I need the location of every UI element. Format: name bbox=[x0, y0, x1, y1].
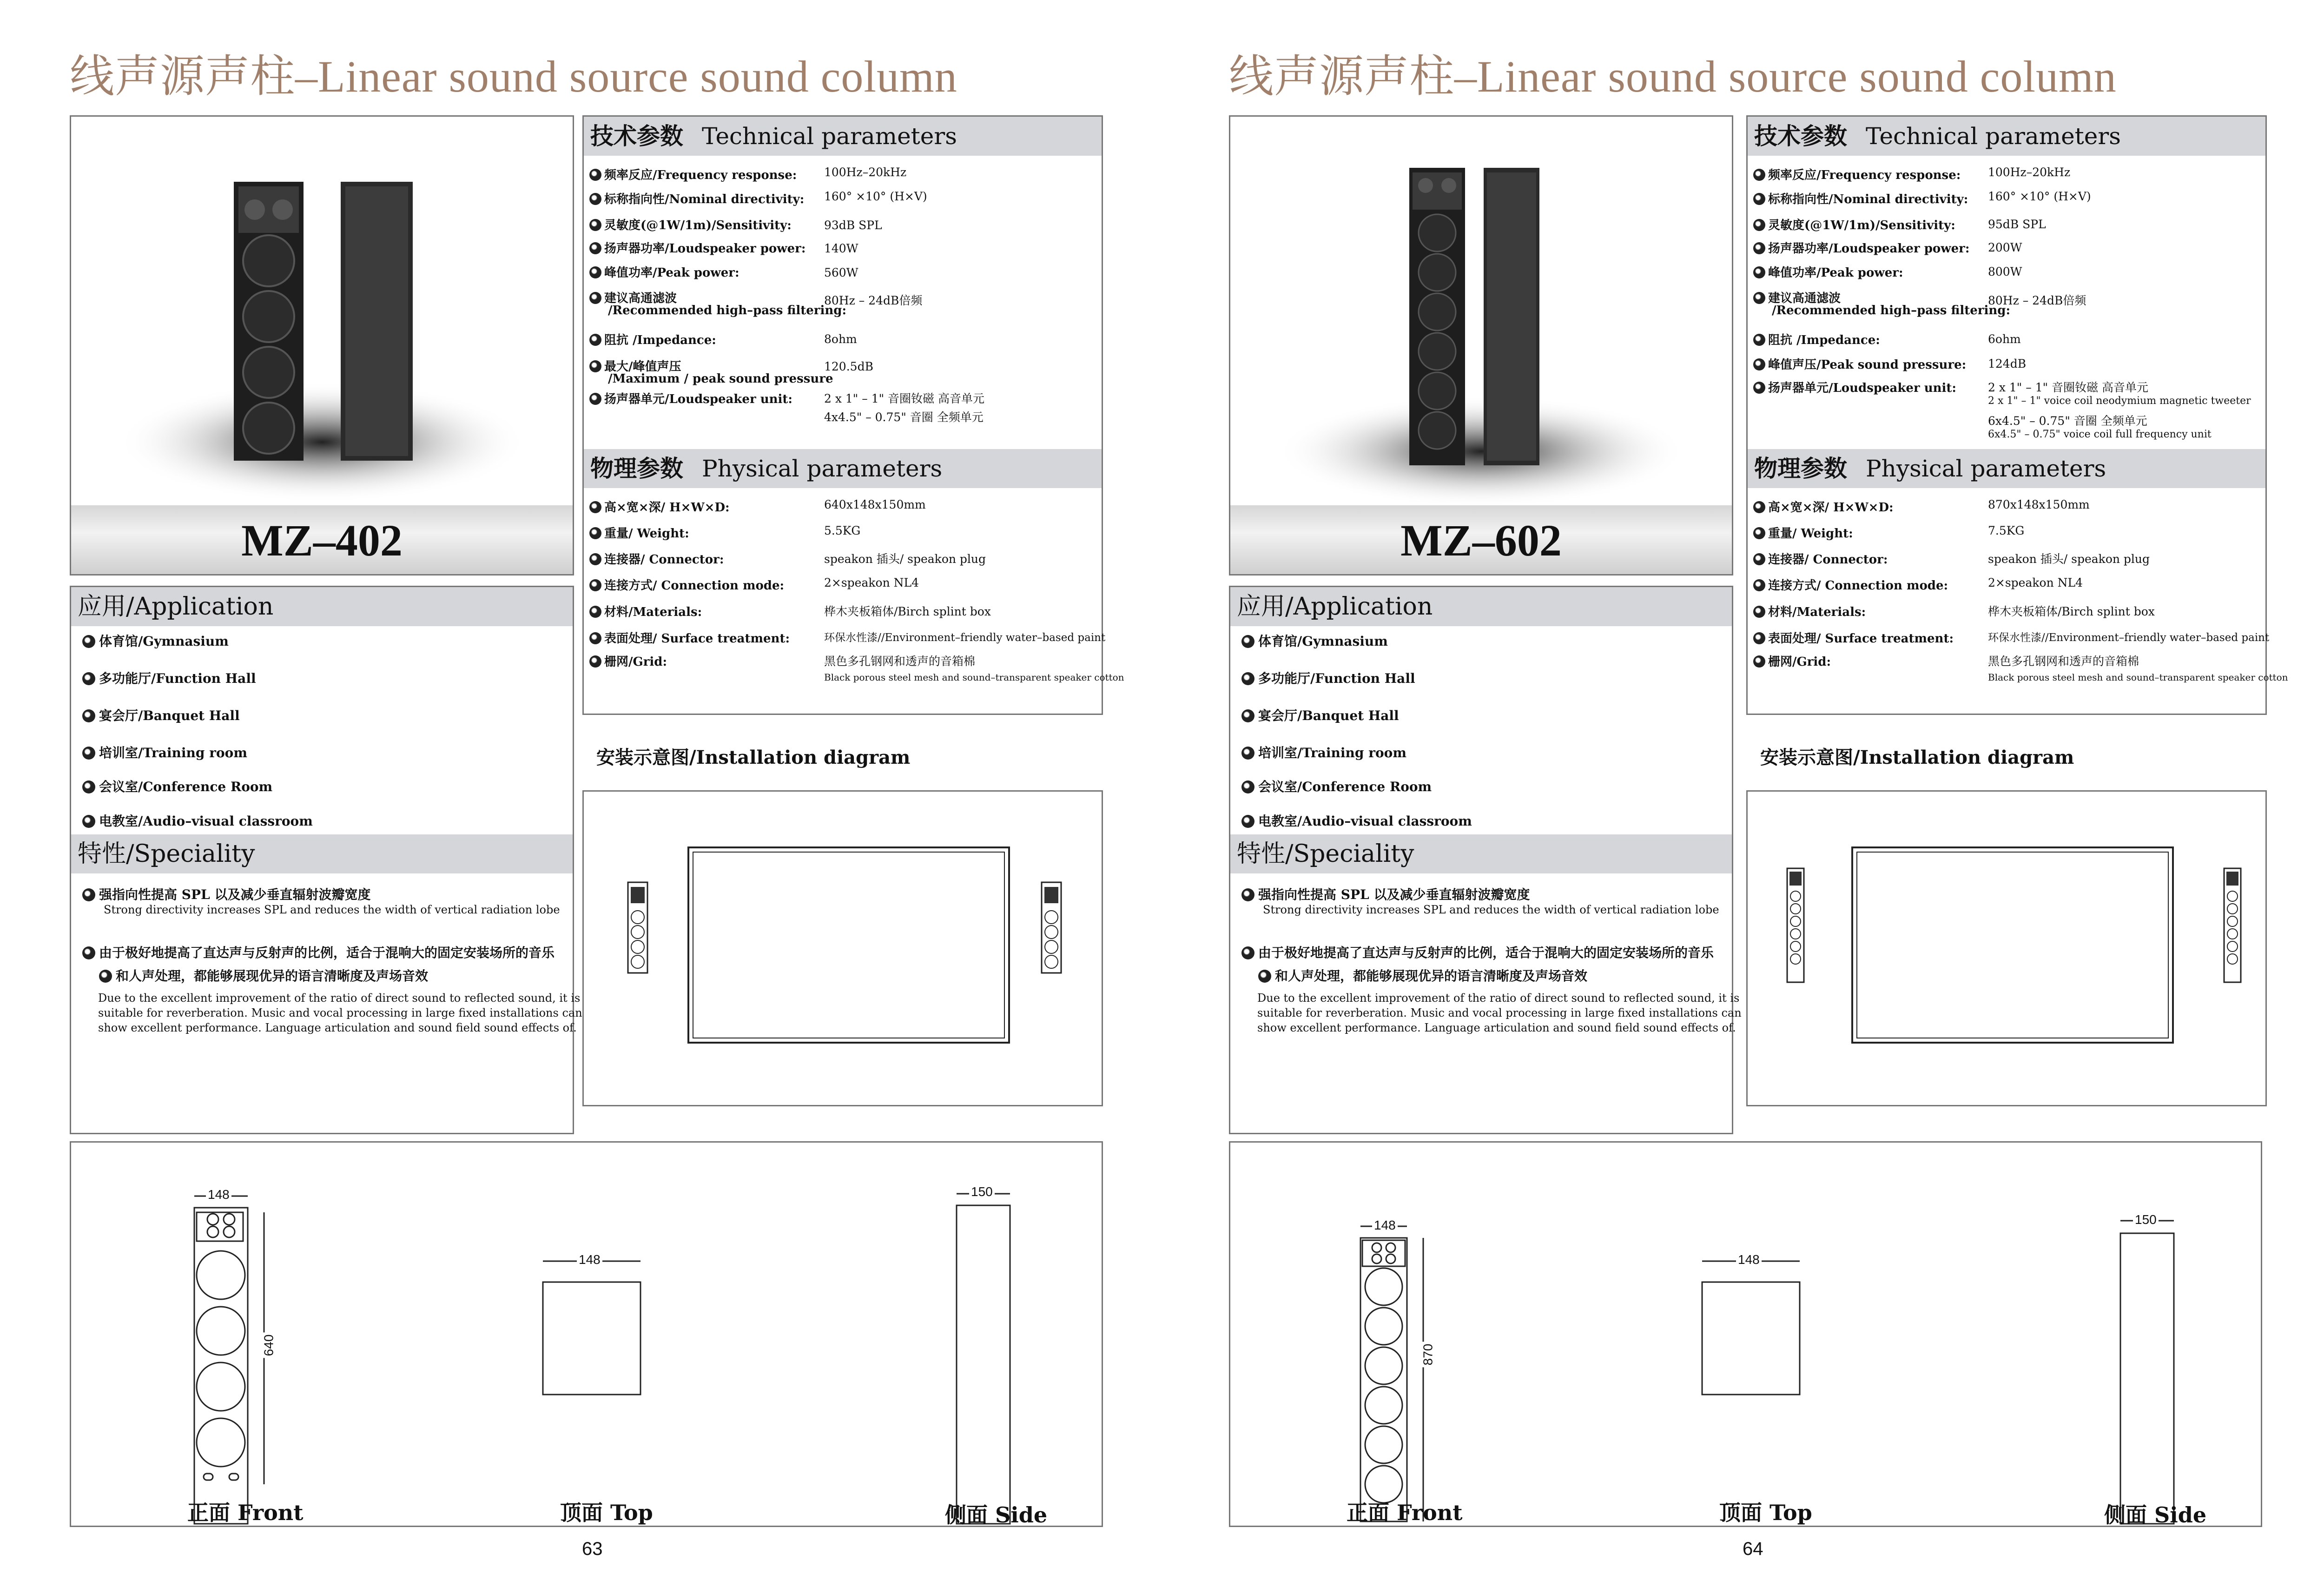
speciality-2-cn2: 和人声处理，都能够展现优异的语言清晰度及声场音效 bbox=[99, 966, 428, 985]
tech-value: 100Hz–20kHz bbox=[1988, 165, 2071, 179]
phys-label: 连接方式/ Connection mode: bbox=[1753, 576, 1948, 593]
label-side: 侧面 Side bbox=[945, 1502, 1048, 1527]
phys-value: Black porous steel mesh and sound–transparent speaker cotton bbox=[1988, 672, 2288, 683]
speciality-2-en: show excellent performance. Language articulation and sound field sound effects of. bbox=[98, 1021, 577, 1034]
phys-value: 5.5KG bbox=[824, 524, 861, 537]
label-front: 正面 Front bbox=[187, 1500, 304, 1525]
phys-value: 黑色多孔钢网和透声的音箱棉 bbox=[824, 655, 976, 668]
application-panel bbox=[70, 586, 582, 1134]
label-top: 顶面 Top bbox=[560, 1500, 653, 1525]
tech-label-en: /Recommended high–pass filtering: bbox=[1772, 304, 2011, 317]
tech-value: 6x4.5" – 0.75" voice coil full frequency unit bbox=[1988, 429, 2212, 440]
speciality-2-en: Due to the excellent improvement of the ratio of direct sound to reflected sound, it is bbox=[1257, 992, 1740, 1005]
installation-label: 安装示意图/Installation diagram bbox=[596, 747, 911, 768]
phys-header-en: Physical parameters bbox=[702, 455, 943, 482]
tech-value: 100Hz–20kHz bbox=[824, 165, 907, 179]
tech-label: 阻抗 /Impedance: bbox=[1753, 331, 1880, 348]
tech-value: 4x4.5" – 0.75" 音圈 全频单元 bbox=[824, 410, 984, 424]
tech-header-en: Technical parameters bbox=[1866, 123, 2121, 150]
tech-label: 标称指向性/Nominal directivity: bbox=[1753, 190, 1968, 207]
tech-value: 160° ×10° (H×V) bbox=[1988, 190, 2091, 203]
application-item: 培训室/Training room bbox=[82, 743, 247, 761]
speciality-2-en: suitable for reverberation. Music and vocal processing in large fixed installations can bbox=[98, 1006, 582, 1019]
tech-label: 峰值功率/Peak power: bbox=[589, 263, 739, 280]
dim-front-height: 870 bbox=[1420, 1342, 1435, 1368]
tech-label: 峰值功率/Peak power: bbox=[1753, 263, 1903, 280]
dim-side-width: 150 bbox=[2133, 1212, 2159, 1227]
tech-label-en: /Maximum / peak sound pressure bbox=[608, 372, 833, 386]
tech-label: 建议高通滤波 bbox=[589, 289, 677, 306]
page-64 bbox=[1164, 0, 2324, 1587]
phys-header-cn: 物理参数 bbox=[590, 455, 683, 482]
tech-label: 频率反应/Frequency response: bbox=[589, 165, 797, 183]
tech-label: 峰值声压/Peak sound pressure: bbox=[1753, 355, 1966, 372]
tech-value: 200W bbox=[1988, 241, 2022, 254]
tech-label: 扬声器功率/Loudspeaker power: bbox=[1753, 239, 1969, 256]
phys-label: 连接方式/ Connection mode: bbox=[589, 576, 784, 593]
page-title: 线声源声柱–Linear sound source sound column bbox=[1229, 52, 2117, 101]
tech-label: 标称指向性/Nominal directivity: bbox=[589, 190, 804, 207]
application-item: 会议室/Conference Room bbox=[1241, 777, 1432, 795]
tech-value: 560W bbox=[824, 266, 858, 279]
tech-value: 6ohm bbox=[1988, 332, 2021, 346]
tech-value: 160° ×10° (H×V) bbox=[824, 190, 927, 203]
phys-label: 材料/Materials: bbox=[1753, 602, 1866, 620]
tech-value: 2 x 1" – 1" 音圈钕磁 高音单元 bbox=[1988, 381, 2148, 394]
application-item: 会议室/Conference Room bbox=[82, 777, 272, 795]
product-photo-panel bbox=[1229, 115, 1733, 575]
installation-drawing bbox=[1748, 792, 2265, 1105]
tech-value: 120.5dB bbox=[824, 360, 873, 373]
tech-label: 阻抗 /Impedance: bbox=[589, 331, 716, 348]
phys-value: Black porous steel mesh and sound–transparent speaker cotton bbox=[824, 672, 1124, 683]
tech-value: 93dB SPL bbox=[824, 218, 882, 232]
phys-value: 环保水性漆//Environment–friendly water–based paint bbox=[824, 632, 1106, 644]
tech-value: 8ohm bbox=[824, 332, 857, 346]
installation-label: 安装示意图/Installation diagram bbox=[1760, 747, 2074, 768]
phys-value: 640x148x150mm bbox=[824, 498, 926, 511]
tech-value: 80Hz – 24dB倍频 bbox=[1988, 294, 2086, 307]
application-item: 多功能厅/Function Hall bbox=[1241, 668, 1415, 687]
speciality-header: 特性/Speciality bbox=[1230, 834, 1732, 873]
phys-value: 2×speakon NL4 bbox=[824, 576, 919, 589]
product-photo-panel bbox=[70, 115, 574, 575]
phys-value: 2×speakon NL4 bbox=[1988, 576, 2083, 589]
tech-value: 2 x 1" – 1" voice coil neodymium magnetic tweeter bbox=[1988, 395, 2251, 407]
label-side: 侧面 Side bbox=[2104, 1502, 2207, 1527]
dim-side-width: 150 bbox=[969, 1184, 995, 1199]
tech-panel bbox=[582, 115, 1124, 715]
dim-top-width: 148 bbox=[577, 1252, 602, 1267]
phys-header bbox=[584, 449, 1102, 488]
tech-header-cn: 技术参数 bbox=[1754, 122, 1847, 150]
label-top: 顶面 Top bbox=[1719, 1500, 1812, 1525]
phys-label: 表面处理/ Surface treatment: bbox=[1753, 629, 1954, 646]
tech-label: 扬声器功率/Loudspeaker power: bbox=[589, 239, 805, 256]
phys-label: 重量/ Weight: bbox=[589, 524, 689, 541]
tech-panel bbox=[1746, 115, 2288, 715]
tech-value: 6x4.5" – 0.75" 音圈 全频单元 bbox=[1988, 414, 2147, 428]
tech-label: 频率反应/Frequency response: bbox=[1753, 165, 1961, 183]
speciality-2-cn: 由于极好地提高了直达声与反射声的比例，适合于混响大的固定安装场所的音乐 bbox=[1241, 943, 1714, 961]
label-front: 正面 Front bbox=[1347, 1500, 1463, 1525]
installation-diagram bbox=[1746, 790, 2267, 1106]
application-item: 电教室/Audio–visual classroom bbox=[82, 811, 313, 830]
phys-value: 7.5KG bbox=[1988, 524, 2025, 537]
tech-label: 扬声器单元/Loudspeaker unit: bbox=[589, 390, 792, 407]
speciality-2-en: Due to the excellent improvement of the ratio of direct sound to reflected sound, it is bbox=[98, 992, 581, 1005]
application-header: 应用/Application bbox=[71, 587, 573, 626]
application-item: 多功能厅/Function Hall bbox=[82, 668, 256, 687]
page-number: 64 bbox=[1743, 1539, 1763, 1559]
phys-header-cn: 物理参数 bbox=[1754, 455, 1847, 482]
tech-value: 800W bbox=[1988, 265, 2022, 278]
phys-value: speakon 插头/ speakon plug bbox=[824, 552, 986, 566]
tech-header-en: Technical parameters bbox=[702, 123, 957, 150]
phys-value: 桦木夹板箱体/Birch splint box bbox=[1988, 605, 2155, 618]
phys-value: speakon 插头/ speakon plug bbox=[1988, 552, 2150, 566]
application-panel bbox=[1229, 586, 1742, 1134]
phys-label: 高×宽×深/ H×W×D: bbox=[1753, 498, 1894, 515]
phys-label: 栅网/Grid: bbox=[1753, 652, 1831, 669]
phys-label: 连接器/ Connector: bbox=[589, 550, 724, 567]
model-name: MZ–402 bbox=[241, 516, 403, 565]
phys-value: 环保水性漆//Environment–friendly water–based paint bbox=[1988, 632, 2270, 644]
dim-front-width: 148 bbox=[206, 1187, 231, 1202]
tech-header bbox=[584, 117, 1102, 156]
speciality-2-en: show excellent performance. Language articulation and sound field sound effects of. bbox=[1257, 1021, 1736, 1034]
dim-front-width: 148 bbox=[1372, 1218, 1398, 1233]
installation-drawing bbox=[584, 792, 1102, 1105]
application-item: 电教室/Audio–visual classroom bbox=[1241, 811, 1472, 830]
application-item: 宴会厅/Banquet Hall bbox=[82, 706, 240, 724]
speciality-1-cn: 强指向性提高 SPL 以及减少垂直辐射波瓣宽度 bbox=[1241, 885, 1530, 903]
speaker-photo bbox=[71, 117, 573, 507]
page-number: 63 bbox=[582, 1539, 603, 1559]
phys-value: 870x148x150mm bbox=[1988, 498, 2090, 511]
phys-value: 桦木夹板箱体/Birch splint box bbox=[824, 605, 991, 618]
tech-value: 95dB SPL bbox=[1988, 218, 2046, 231]
tech-value: 80Hz – 24dB倍频 bbox=[824, 294, 923, 307]
speciality-2-cn2: 和人声处理，都能够展现优异的语言清晰度及声场音效 bbox=[1258, 966, 1587, 985]
tech-header bbox=[1748, 117, 2265, 156]
speciality-2-en: suitable for reverberation. Music and vocal processing in large fixed installations can bbox=[1257, 1006, 1742, 1019]
tech-label: 最大/峰值声压 bbox=[589, 357, 681, 374]
tech-label: 建议高通滤波 bbox=[1753, 289, 1841, 306]
phys-label: 表面处理/ Surface treatment: bbox=[589, 629, 790, 646]
tech-label: 灵敏度(@1W/1m)/Sensitivity: bbox=[1753, 216, 1955, 233]
application-header: 应用/Application bbox=[1230, 587, 1732, 626]
phys-header bbox=[1748, 449, 2265, 488]
phys-label: 连接器/ Connector: bbox=[1753, 550, 1888, 567]
speciality-1-en: Strong directivity increases SPL and reduces the width of vertical radiation lobe bbox=[1263, 903, 1719, 916]
dimension-drawing-panel bbox=[70, 1141, 1103, 1527]
phys-header-en: Physical parameters bbox=[1866, 455, 2106, 482]
page-title: 线声源声柱–Linear sound source sound column bbox=[70, 52, 957, 101]
tech-label: 扬声器单元/Loudspeaker unit: bbox=[1753, 378, 1956, 396]
tech-label: 灵敏度(@1W/1m)/Sensitivity: bbox=[589, 216, 792, 233]
phys-value: 黑色多孔钢网和透声的音箱棉 bbox=[1988, 655, 2139, 668]
speaker-photo bbox=[1230, 117, 1732, 507]
application-item: 宴会厅/Banquet Hall bbox=[1241, 706, 1399, 724]
phys-label: 材料/Materials: bbox=[589, 602, 702, 620]
speciality-1-cn: 强指向性提高 SPL 以及减少垂直辐射波瓣宽度 bbox=[82, 885, 370, 903]
speciality-2-cn: 由于极好地提高了直达声与反射声的比例，适合于混响大的固定安装场所的音乐 bbox=[82, 943, 555, 961]
speciality-header: 特性/Speciality bbox=[71, 834, 573, 873]
dimension-drawing-panel bbox=[1229, 1141, 2262, 1527]
tech-header-cn: 技术参数 bbox=[590, 122, 683, 150]
application-item: 培训室/Training room bbox=[1241, 743, 1406, 761]
phys-label: 重量/ Weight: bbox=[1753, 524, 1853, 541]
tech-value: 140W bbox=[824, 242, 858, 255]
tech-label-en: /Recommended high–pass filtering: bbox=[608, 304, 847, 317]
speciality-1-en: Strong directivity increases SPL and reduces the width of vertical radiation lobe bbox=[104, 903, 560, 916]
dimension-drawing bbox=[1230, 1143, 2261, 1526]
installation-diagram bbox=[582, 790, 1103, 1106]
tech-value: 124dB bbox=[1988, 357, 2027, 370]
phys-label: 栅网/Grid: bbox=[589, 652, 667, 669]
dim-top-width: 148 bbox=[1736, 1252, 1762, 1267]
dim-front-height: 640 bbox=[261, 1333, 276, 1358]
phys-label: 高×宽×深/ H×W×D: bbox=[589, 498, 730, 515]
tech-value: 2 x 1" – 1" 音圈钕磁 高音单元 bbox=[824, 392, 984, 405]
application-item: 体育馆/Gymnasium bbox=[82, 631, 229, 650]
application-item: 体育馆/Gymnasium bbox=[1241, 631, 1388, 650]
model-name: MZ–602 bbox=[1400, 516, 1562, 565]
